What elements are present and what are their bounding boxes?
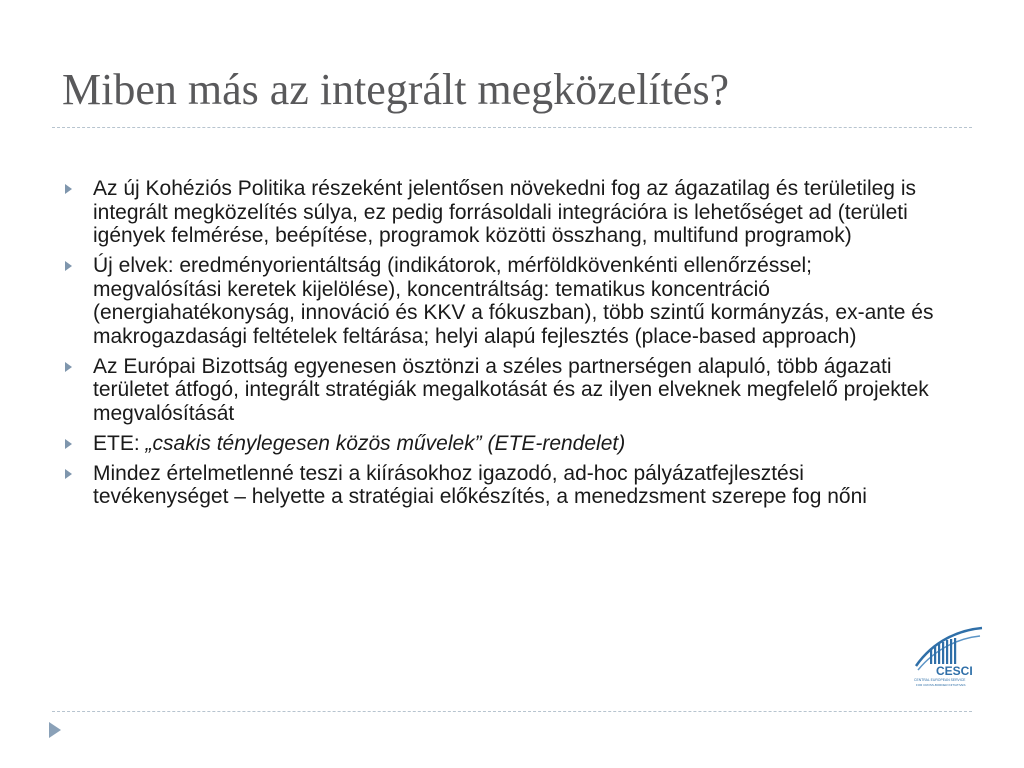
cesci-logo <box>912 626 984 688</box>
bullet-arrow-icon <box>65 261 72 271</box>
slide-title: Miben más az integrált megközelítés? <box>62 65 730 114</box>
bullet-arrow-icon <box>65 362 72 372</box>
logo-subtagline: FOR CROSS-BORDER INITIATIVES <box>916 683 966 687</box>
logo-tagline: CENTRAL EUROPEAN SERVICE <box>914 678 966 682</box>
list-item <box>60 355 940 426</box>
logo-name: CESCI <box>936 664 973 678</box>
bullet-text: Az új Kohéziós Politika részeként jelentősen növekedni fog az ágazatilag és területileg is integrált megközelítés súlya, ez pedig forrásoldali integrációra is lehetőséget ad (területi igények felmérése, beépítése, programok közötti összhang, multifund programok) <box>93 177 916 247</box>
bullet-italic-quote: „csakis ténylegesen közös művelek” (ETE-rendelet) <box>145 431 626 455</box>
bullet-text: Az Európai Bizottság egyenesen ösztönzi a széles partnerségen alapuló, több ágazati területet átfogó, integrált stratégiák megalkotását és az ilyen elveknek megfelelő projektek megvalósítását <box>93 354 929 425</box>
bullet-arrow-icon <box>65 439 72 449</box>
list-item <box>60 462 940 509</box>
bullet-list <box>60 177 940 515</box>
list-item <box>60 177 940 248</box>
next-slide-arrow-icon[interactable] <box>49 722 61 738</box>
list-item <box>60 432 940 456</box>
bullet-text: Mindez értelmetlenné teszi a kiírásokhoz igazodó, ad-hoc pályázatfejlesztési tevékenységet – helyette a stratégiai előkészítés, a menedzsment szerepe fog nőni <box>93 461 867 508</box>
list-item <box>60 254 940 348</box>
bullet-text: Új elvek: eredményorientáltság (indikátorok, mérföldkövenkénti ellenőrzéssel; megvalósítási keretek kijelölése), koncentráltság: tematikus koncentráció (energiahatékonyság, innováció és KKV a fókuszban), több szintű kormányzás, ex-ante és makrogazdasági feltételek feltárása; helyi alapú fejlesztés (place-based approach) <box>93 254 934 348</box>
bullet-arrow-icon <box>65 184 72 194</box>
title-divider <box>52 127 972 128</box>
footer-divider <box>52 711 972 712</box>
bullet-prefix: ETE: <box>93 431 146 455</box>
bullet-arrow-icon <box>65 469 72 479</box>
